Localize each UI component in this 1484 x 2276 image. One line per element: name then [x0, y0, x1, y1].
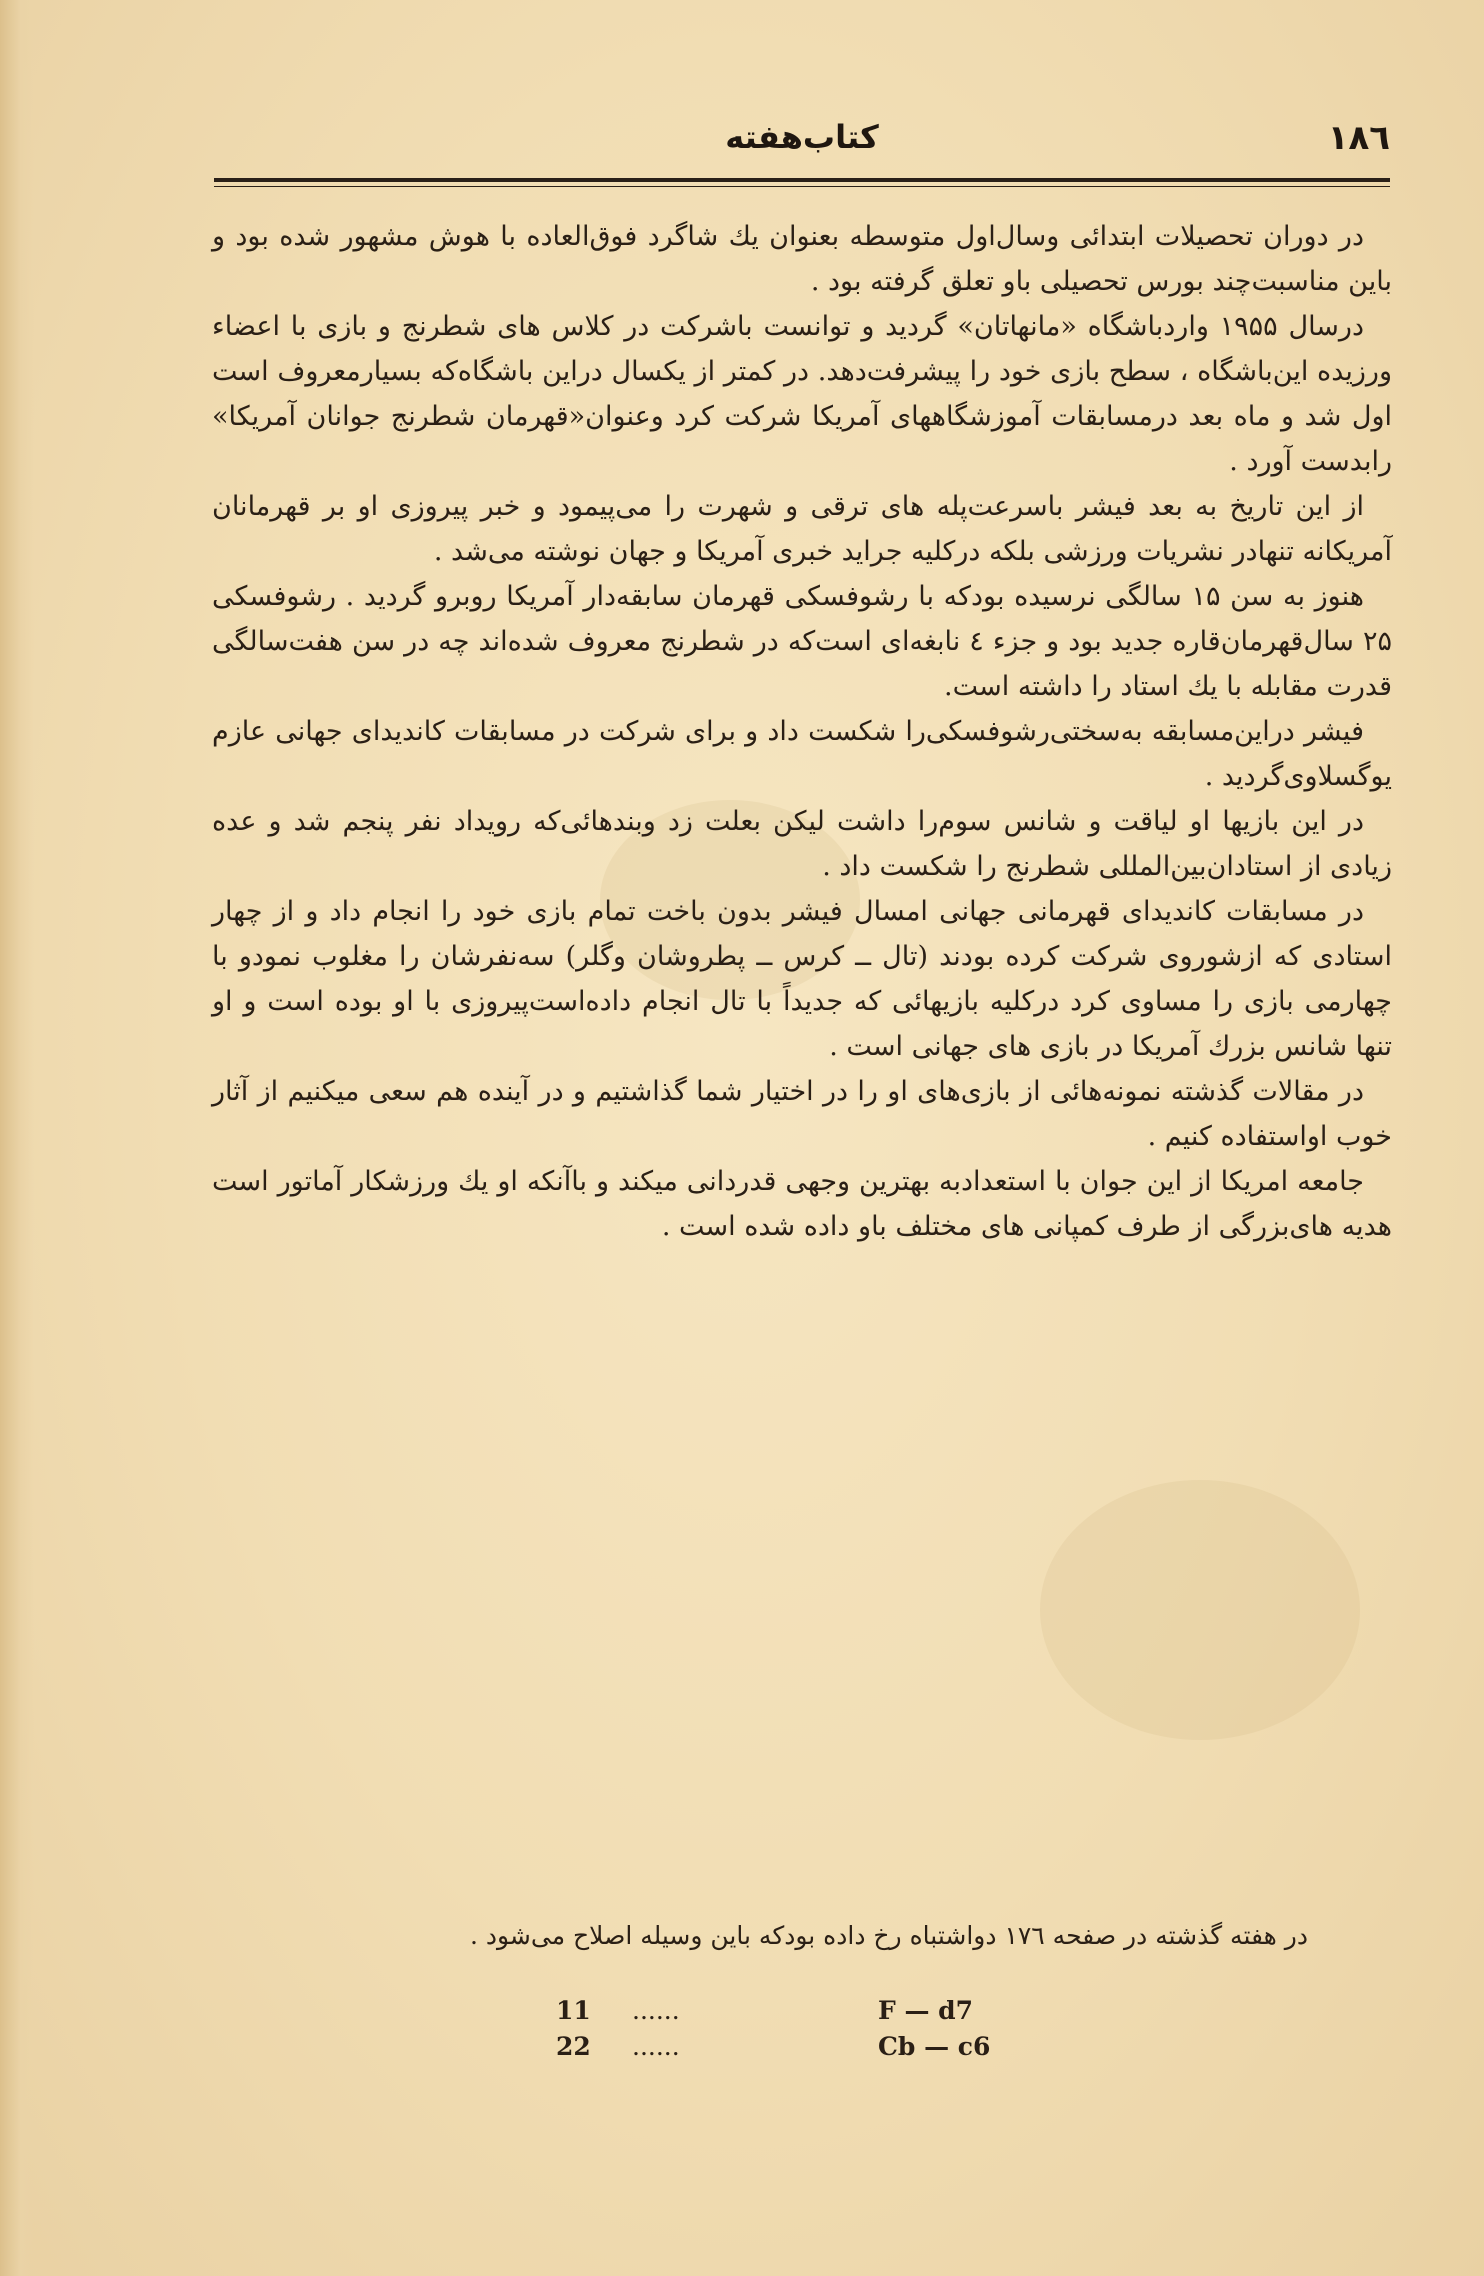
- paragraph: فیشر دراین‌مسابقه به‌سختی‌رشوفسکی‌را شکست داد و برای شرکت در مسابقات کاندیدای جهانی عازم یوگسلاوی‌گردید .: [212, 716, 1392, 792]
- chess-move: F — d7: [878, 1996, 974, 2025]
- move-number: 11: [556, 1996, 591, 2025]
- page-number: ۱۸٦: [1327, 118, 1390, 158]
- article-body: [212, 214, 1392, 1249]
- paragraph: درسال ۱۹۵۵ واردباشگاه «مانهاتان» گردید و توانست باشرکت در کلاس های شطرنج و بازی با اعضاء ورزیده این‌باشگاه ، سطح بازی خود را پیشرفت‌دهد. در کمتر از یکسال دراین باشگاه‌که بسیارمعروف است اول شد و ماه بعد درمسابقات آموزشگاههای آمریکا شرکت کرد وعنوان«قهرمان شطرنج جوانان آمریکا» رابدست آورد .: [212, 311, 1392, 477]
- paper-stain: [1040, 1480, 1360, 1740]
- page-header: [214, 118, 1390, 178]
- paragraph: در این بازیها او لیاقت و شانس سوم‌را داشت لیکن بعلت زد وبندهائی‌که رویداد نفر پنجم شد و عده زیادی از استادان‌بین‌المللی شطرنج را شکست داد .: [212, 806, 1392, 882]
- paragraph: در مقالات گذشته نمونه‌هائی از بازی‌های او را در اختیار شما گذاشتیم و در آینده هم سعی میکنیم از آثار خوب اواستفاده کنیم .: [212, 1076, 1392, 1152]
- book-title: کتاب‌هفته: [725, 118, 879, 156]
- paragraph: در مسابقات کاندیدای قهرمانی جهانی امسال فیشر بدون باخت تمام بازی خود را انجام داد و از چهار استادی که ازشوروی شرکت کرده بودند (تال ــ کرس ــ پطروشان وگلر) سه‌نفرشان را مغلوب نمودو با چهارمی بازی را مساوی کرد درکلیه بازیهائی که جدیداً با تال انجام داده‌است‌پیروزی با او بوده است و او تنها شانس بزرك آمریکا در بازی های جهانی است .: [212, 896, 1392, 1062]
- page-left-edge: [0, 0, 34, 2276]
- header-rule-thin: [214, 186, 1390, 187]
- header-rule-thick: [214, 178, 1390, 182]
- paragraph: در دوران تحصیلات ابتدائی وسال‌اول متوسطه بعنوان یك شاگرد فوق‌العاده با هوش مشهور شده بود و باین مناسبت‌چند بورس تحصیلی باو تعلق گرفته بود .: [212, 221, 1392, 297]
- move-number: 22: [556, 2032, 591, 2061]
- correction-row: [540, 2032, 1060, 2068]
- erratum-corrections: [540, 1996, 1060, 2068]
- paragraph: از این تاریخ به بعد فیشر باسرعت‌پله های ترقی و شهرت را می‌پیمود و خبر پیروزی او بر قهرمانان آمریکانه تنهادر نشریات ورزشی بلکه درکلیه جراید خبری آمریکا و جهان نوشته می‌شد .: [212, 491, 1392, 567]
- paragraph: هنوز به سن ۱۵ سالگی نرسیده بودکه با رشوفسکی قهرمان سابقه‌دار آمریکا روبرو گردید . رشوفسکی ۲۵ سال‌قهرمان‌قاره جدید بود و جزء ٤ نابغه‌ای است‌که در شطرنج معروف شده‌اند چه در سن هفت‌سالگی قدرت مقابله با یك استاد را داشته است.: [212, 581, 1392, 702]
- paragraph: جامعه امریکا از این جوان با استعدادبه بهترین وجهی قدردانی میکند و باآنکه او یك ورزشکار آماتور است هدیه های‌بزرگی از طرف کمپانی های مختلف باو داده شده است .: [212, 1166, 1392, 1242]
- leader-dots: ......: [632, 1996, 680, 2025]
- correction-row: [540, 1996, 1060, 2032]
- leader-dots: ......: [632, 2032, 680, 2061]
- chess-move: Cb — c6: [878, 2032, 991, 2061]
- erratum-note: در هفته گذشته در صفحه ۱۷٦ دواشتباه رخ داده بودکه باین وسیله اصلاح می‌شود .: [469, 1921, 1308, 1950]
